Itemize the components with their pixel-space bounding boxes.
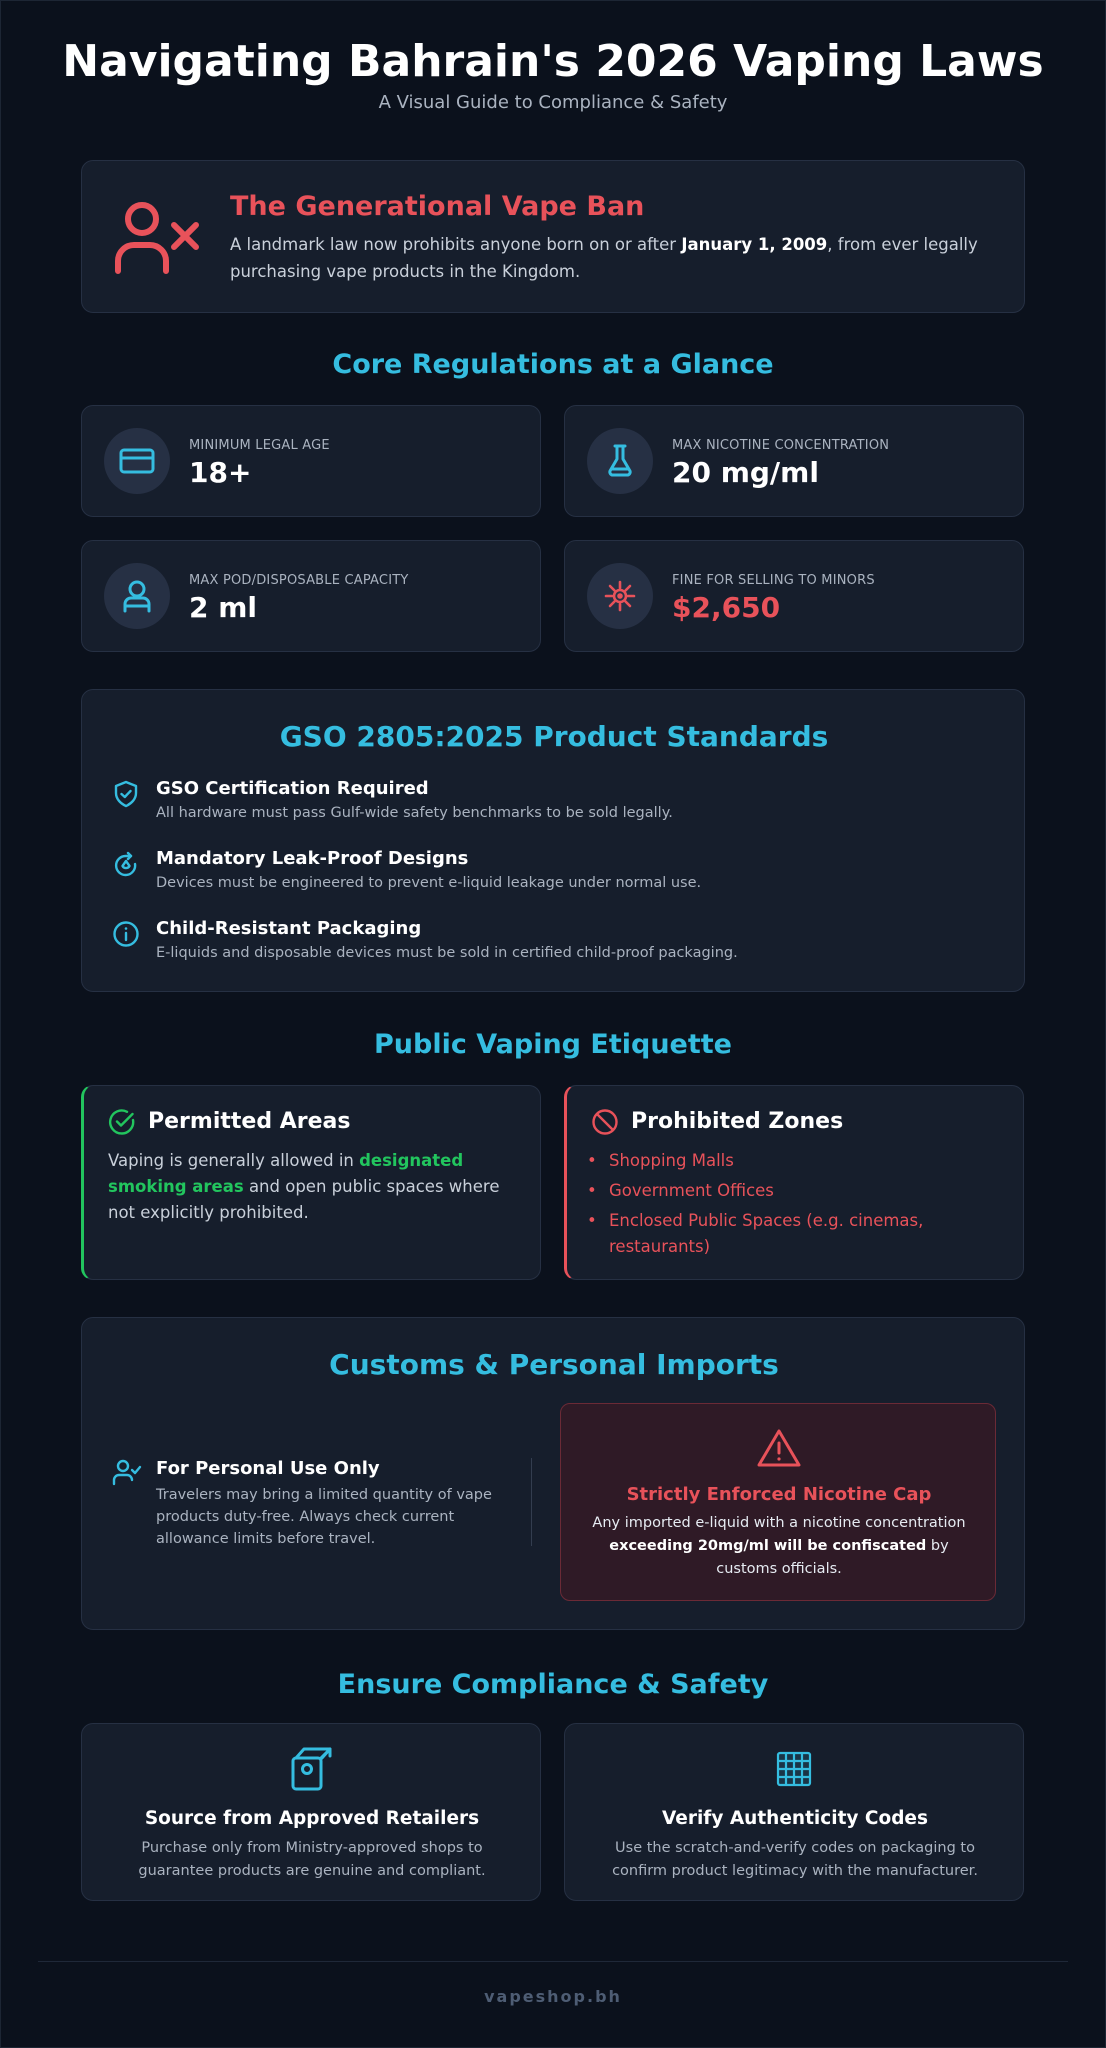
gso-item-title: Mandatory Leak-Proof Designs — [156, 848, 469, 869]
shield-check-icon — [112, 780, 140, 808]
footer-divider — [38, 1961, 1068, 1962]
flask-icon — [602, 443, 638, 479]
stat-value: $2,650 — [672, 591, 781, 624]
customs-card — [81, 1317, 1025, 1630]
safety-title: Ensure Compliance & Safety — [337, 1669, 769, 1700]
warning-text: Any imported e-liquid with a nicotine concentration exceeding 20mg/ml will be confiscated by customs officials. — [592, 1515, 966, 1577]
user-check-icon — [112, 1458, 142, 1488]
gso-item-desc: All hardware must pass Gulf-wide safety benchmarks to be sold legally. — [156, 805, 673, 821]
nicotine-cap-warning — [560, 1403, 996, 1601]
check-circle-icon — [108, 1108, 136, 1136]
page-subtitle: A Visual Guide to Compliance & Safety — [378, 92, 728, 113]
permitted-title: Permitted Areas — [148, 1109, 351, 1134]
approved-retailers-card — [81, 1723, 541, 1901]
gso-item-desc: Devices must be engineered to prevent e-liquid leakage under normal use. — [156, 875, 702, 891]
list-item: • Government Offices — [587, 1178, 1007, 1204]
stat-max-nicotine — [564, 405, 1024, 517]
generational-ban-card — [81, 160, 1025, 313]
stat-minimum-age — [81, 405, 541, 517]
personal-title: For Personal Use Only — [156, 1458, 380, 1479]
stat-label: MAX POD/DISPOSABLE CAPACITY — [189, 573, 409, 588]
drop-icon — [112, 850, 140, 878]
stat-value: 18+ — [189, 456, 252, 489]
core-regulations-title: Core Regulations at a Glance — [332, 349, 774, 380]
stat-label: FINE FOR SELLING TO MINORS — [672, 573, 875, 588]
safety-card-title: Source from Approved Retailers — [144, 1808, 480, 1829]
confiscation-highlight: exceeding 20mg/ml will be confiscated — [609, 1538, 927, 1554]
ban-title: The Generational Vape Ban — [230, 191, 645, 222]
stat-label: MINIMUM LEGAL AGE — [189, 438, 330, 453]
stat-value: 2 ml — [189, 591, 258, 624]
permitted-text: Vaping is generally allowed in designated smoking areas and open public spaces where not explicitly prohibited. — [108, 1151, 500, 1222]
page-title: Navigating Bahrain's 2026 Vaping Laws — [62, 36, 1044, 87]
prohibited-list — [587, 1148, 1007, 1264]
gso-standards-card — [81, 689, 1025, 992]
safety-card-desc: Purchase only from Ministry-approved shops to guarantee products are genuine and compliant. — [138, 1840, 486, 1879]
permitted-areas-card — [81, 1085, 541, 1280]
prohibited-title: Prohibited Zones — [631, 1109, 844, 1134]
gso-item-desc: E-liquids and disposable devices must be sold in certified child-proof packaging. — [156, 945, 738, 961]
ban-date: January 1, 2009 — [681, 235, 828, 254]
list-item: • Enclosed Public Spaces (e.g. cinemas, restaurants) — [587, 1208, 1007, 1260]
footer-site-link[interactable]: vapeshop.bh — [484, 1987, 622, 2006]
gso-item-title: Child-Resistant Packaging — [156, 918, 422, 939]
gso-title: GSO 2805:2025 Product Standards — [279, 720, 829, 753]
warning-triangle-icon — [756, 1428, 802, 1468]
ban-icon — [591, 1108, 619, 1136]
list-item: • Shopping Malls — [587, 1148, 1007, 1174]
etiquette-title: Public Vaping Etiquette — [373, 1029, 732, 1060]
designated-areas-highlight: designated smoking areas — [108, 1151, 464, 1196]
safety-card-title: Verify Authenticity Codes — [661, 1808, 928, 1829]
info-icon — [112, 920, 140, 948]
stat-label: MAX NICOTINE CONCENTRATION — [672, 438, 890, 453]
warning-title: Strictly Enforced Nicotine Cap — [626, 1484, 932, 1505]
stat-fine-minors — [564, 540, 1024, 652]
prohibited-zones-card — [564, 1085, 1024, 1280]
grid-code-icon — [769, 1746, 819, 1792]
verify-codes-card — [564, 1723, 1024, 1901]
personal-desc: Travelers may bring a limited quantity of vape products duty-free. Always check current allowance limits before travel. — [156, 1487, 492, 1547]
customs-title: Customs & Personal Imports — [329, 1348, 779, 1381]
stat-value: 20 mg/ml — [672, 456, 819, 489]
gso-item-title: GSO Certification Required — [156, 778, 429, 799]
divider — [531, 1458, 532, 1546]
id-card-icon — [119, 443, 155, 479]
stat-max-capacity — [81, 540, 541, 652]
user-x-icon — [112, 197, 204, 277]
virus-icon — [602, 578, 638, 614]
user-icon — [119, 578, 155, 614]
ban-text: A landmark law now prohibits anyone born on or after January 1, 2009, from ever legally purchasing vape products in the Kingdom. — [230, 235, 978, 281]
store-tag-icon — [286, 1746, 336, 1792]
safety-card-desc: Use the scratch-and-verify codes on packaging to confirm product legitimacy with the manufacturer. — [612, 1840, 978, 1879]
